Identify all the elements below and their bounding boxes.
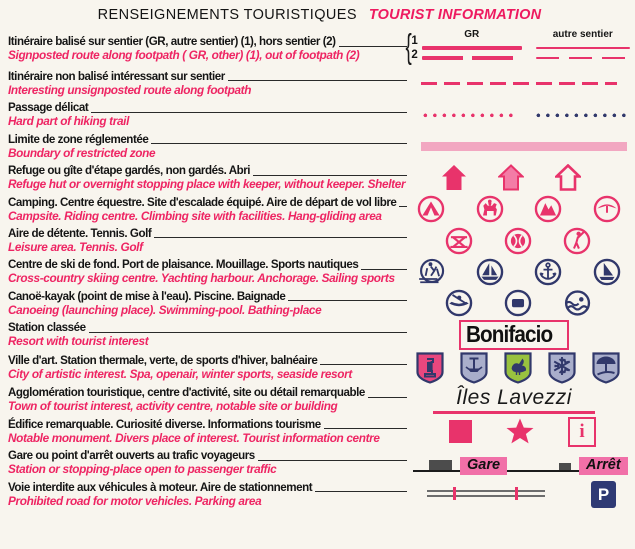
legend-row-road-parking — [8, 479, 631, 510]
swimming-pool-icon — [504, 289, 532, 317]
parking-icon — [591, 481, 616, 508]
road-barrier-tick-icon — [515, 487, 518, 500]
other-path-solid-line-icon — [536, 47, 630, 49]
navy-dotted-line-icon — [536, 113, 631, 118]
leader-line — [288, 300, 407, 301]
leader-line — [339, 46, 407, 47]
row-label-en: City of artistic interest. Spa, openair, winter sports, seaside resort — [8, 366, 352, 381]
sailing-sports-icon — [593, 258, 621, 286]
tourist-info-icon — [568, 417, 596, 447]
legend-row-restricted-zone — [8, 131, 631, 162]
row-label-en: Notable monument. Divers place of interest. Tourist information centre — [8, 430, 380, 445]
row-label-en: Canoeing (launching place). Swimming-pool. Bathing-place — [8, 302, 322, 317]
station-label: Gare — [460, 457, 507, 475]
stop-building-icon — [559, 463, 571, 470]
row-label-en: Boundary of restricted zone — [8, 145, 156, 160]
leader-line — [320, 364, 407, 365]
legend-row-camping — [8, 194, 631, 225]
legend-row-hard-passage — [8, 99, 631, 130]
hang-glider-icon — [593, 195, 621, 223]
leader-line — [253, 175, 407, 176]
climbing-site-icon — [534, 195, 562, 223]
openair-rooster-shield-icon — [503, 351, 533, 385]
resort-name-box — [459, 320, 569, 350]
legend-row-points-of-interest — [8, 416, 631, 447]
row-label-en: Leisure area. Tennis. Golf — [8, 239, 143, 254]
station-building-icon — [429, 460, 452, 470]
prohibited-road-icon — [427, 486, 545, 502]
leader-line — [154, 237, 407, 238]
row-label-en: Interesting unsignposted route along footpath — [8, 82, 252, 97]
row-label-en: Town of tourist interest, activity centre, notable site or building — [8, 399, 338, 414]
row-label-fr: Station classée — [8, 321, 86, 335]
resort-name: Bonifacio — [466, 320, 553, 347]
row-label-fr: Itinéraire balisé sur sentier (GR, autre sentier) (1), hors sentier (2) — [8, 35, 336, 49]
legend-row-resort — [8, 319, 631, 350]
route-number-2: 2 — [411, 49, 418, 61]
row-label-en: Resort with tourist interest — [8, 334, 149, 349]
picnic-table-icon — [445, 227, 473, 255]
brace-glyph: { — [405, 28, 412, 66]
shelter-icon — [555, 164, 581, 191]
gr-label: GR — [464, 29, 480, 40]
railway-station-icon — [413, 448, 627, 478]
dashed-route-line-icon — [421, 82, 617, 85]
row-label-fr: Refuge ou gîte d'étape gardés, non gardés. Abri — [8, 164, 251, 178]
leader-line — [89, 332, 407, 333]
town-name-sample — [433, 387, 595, 414]
poi-star-icon — [505, 417, 535, 446]
row-label-fr: Ville d'art. Station thermale, verte, de sports d'hiver, balnéaire — [8, 353, 318, 367]
row-label-en: Prohibited road for motor vehicles. Parking area — [8, 493, 262, 508]
title-english: TOURIST INFORMATION — [368, 7, 542, 23]
legend-row-station — [8, 447, 631, 478]
row-label-fr: Itinéraire non balisé intéressant sur sentier — [8, 69, 225, 83]
legend-row-signposted-route — [8, 30, 631, 68]
row-label-en: Station or stopping-place open to passenger traffic — [8, 462, 277, 477]
legend-row-shields — [8, 351, 631, 385]
cross-country-ski-icon — [417, 258, 445, 286]
refuge-no-keeper-icon — [498, 164, 524, 191]
row-label-fr: Canoë-kayak (point de mise à l'eau). Piscine. Baignade — [8, 289, 286, 303]
tennis-ball-icon — [504, 227, 532, 255]
row-label-fr: Passage délicat — [8, 101, 89, 115]
town-underline-icon — [433, 411, 595, 414]
winter-sports-shield-icon — [547, 351, 577, 385]
row-label-fr: Limite de zone réglementée — [8, 132, 149, 146]
row-label-fr: Camping. Centre équestre. Site d'escalade équipé. Aire de départ de vol libre — [8, 195, 397, 209]
golfer-icon — [563, 227, 591, 255]
row-label-en: Signposted route along footpath ( GR, other) (1), out of footpath (2) — [8, 48, 360, 63]
pink-dotted-line-icon — [423, 113, 518, 118]
row-label-en: Refuge hut or overnight stopping place with keeper, without keeper. Shelter — [8, 177, 406, 192]
autre-sentier-label: autre sentier — [552, 29, 613, 40]
legend-row-nautical — [8, 256, 631, 287]
leader-line — [324, 428, 407, 429]
row-label-en: Campsite. Riding centre. Climbing site with facilities. Hang-gliding area — [8, 208, 382, 223]
leader-line — [315, 491, 407, 492]
legend-row-leisure — [8, 225, 631, 256]
spa-shield-icon — [459, 351, 489, 385]
leader-line — [228, 80, 407, 81]
leader-line — [361, 269, 407, 270]
campsite-tent-icon — [417, 195, 445, 223]
row-label-fr: Édifice remarquable. Curiosité diverse. Informations tourisme — [8, 417, 321, 431]
gr-solid-line-icon — [422, 46, 522, 50]
anchor-icon — [534, 258, 562, 286]
seaside-shield-icon — [591, 351, 621, 385]
restricted-zone-band-icon — [421, 142, 627, 151]
town-name: Îles Lavezzi — [456, 385, 572, 409]
gr-dashed-line-icon — [422, 56, 522, 60]
legend-row-canoe — [8, 288, 631, 319]
yacht-harbour-icon — [476, 258, 504, 286]
leader-line — [368, 397, 407, 398]
row-label-fr: Voie interdite aux véhicules à moteur. Aire de stationnement — [8, 480, 313, 494]
leader-line — [91, 112, 407, 113]
horse-riding-icon — [476, 195, 504, 223]
road-barrier-tick-icon — [453, 487, 456, 500]
row-label-fr: Agglomération touristique, centre d'activité, site ou détail remarquable — [8, 386, 365, 400]
info-letter: i — [579, 421, 585, 443]
canoe-icon — [445, 289, 473, 317]
art-city-shield-icon — [415, 351, 445, 385]
row-label-fr: Centre de ski de fond. Port de plaisance. Mouillage. Sports nautiques — [8, 258, 359, 272]
legend-row-refuge — [8, 162, 631, 193]
legend-row-unsignposted-route — [8, 68, 631, 99]
route-number-1: 1 — [411, 35, 418, 47]
row-label-en: Hard part of hiking trail — [8, 114, 130, 129]
title-french: RENSEIGNEMENTS TOURISTIQUES — [97, 7, 357, 23]
swimmer-icon — [563, 289, 591, 317]
parking-letter: P — [597, 484, 610, 504]
other-path-dashed-line-icon — [536, 57, 630, 59]
refuge-keeper-icon — [441, 164, 467, 191]
notable-building-square-icon — [449, 420, 472, 443]
leader-line — [151, 143, 407, 144]
legend-title — [8, 7, 631, 23]
leader-line — [258, 460, 407, 461]
row-label-fr: Gare ou point d'arrêt ouverts au trafic voyageurs — [8, 449, 255, 463]
route-lines-symbol — [407, 22, 630, 68]
stop-label: Arrêt — [579, 457, 628, 475]
row-label-fr: Aire de détente. Tennis. Golf — [8, 226, 152, 240]
row-label-en: Cross-country skiing centre. Yachting harbour. Anchorage. Sailing sports — [8, 271, 395, 286]
legend-row-town — [8, 385, 631, 416]
